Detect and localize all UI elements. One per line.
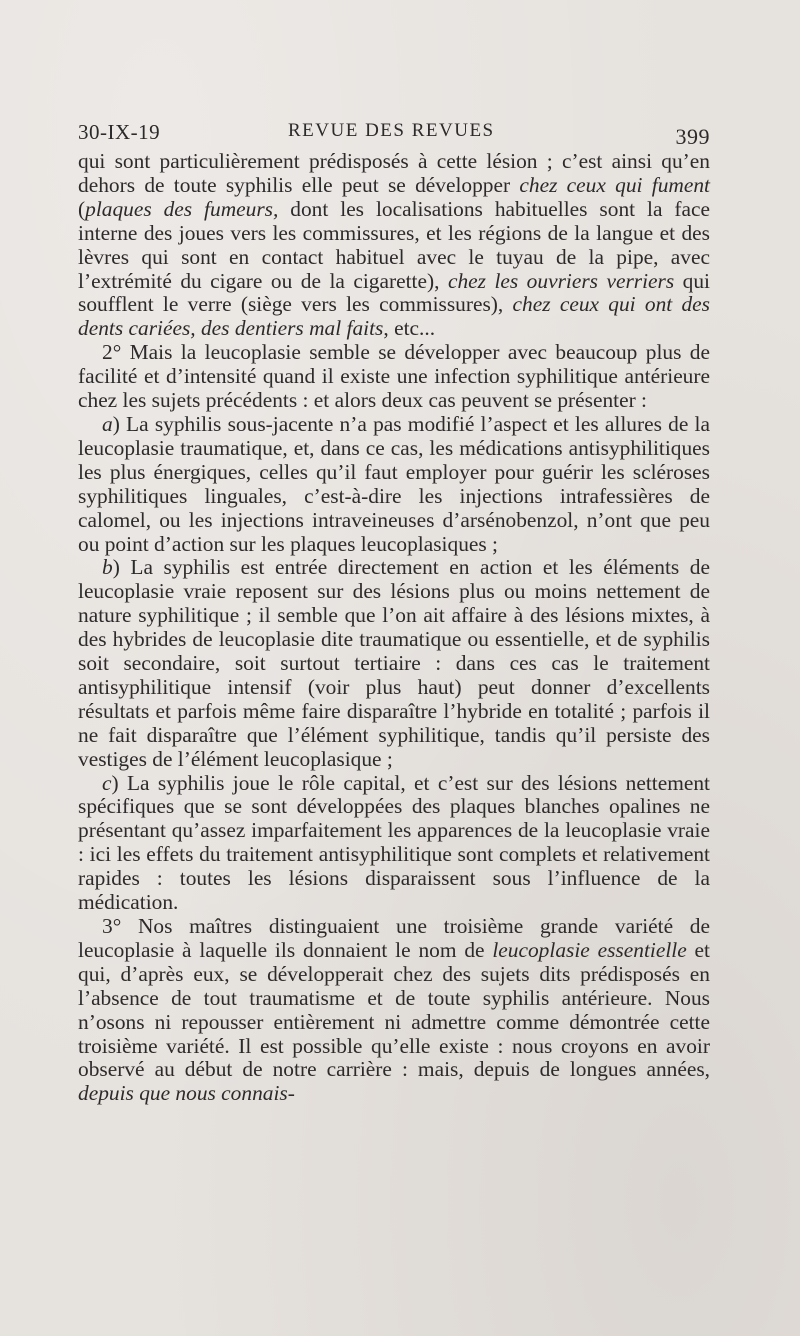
paragraph-p-3 bbox=[78, 915, 710, 1106]
text-run: ) La syphilis sous-jacente n’a pas modifié l’aspect et les allures de la leucoplasie traumatique, et, dans ce cas, les médications antisyphilitiques les plus énergiques, celles qu’il faut employer pour guérir les scléroses syphilitiques linguales, c’est-à-dire les injections intrafessières de calomel, ou les injections intraveineuses d’arsénobenzol, n’ont que peu ou point d’action sur les plaques leucoplasiques ; bbox=[78, 411, 710, 556]
paragraph-p-2 bbox=[78, 341, 710, 413]
text-run: qui soufflent le verre (siège vers les commissures), bbox=[78, 268, 711, 317]
journal-title: REVUE DES REVUES bbox=[288, 120, 495, 141]
text-run: , etc... bbox=[383, 316, 436, 341]
paragraph-p-continuation bbox=[78, 150, 710, 341]
text-run: ) La syphilis est entrée directement en action et les éléments de leucoplasie vraie reposent sur des lésions plus ou moins nettement de nature syphilitique ; il semble que l’on ait affaire à des lésions mixtes, à des hybrides de leucoplasie dite traumatique ou essentielle, et de syphilis soit secondaire, soit surtout tertiaire : dans ces cas le traitement antisyphilitique intensif (voir plus haut) peut donner d’excellents résultats et parfois même faire disparaître l’hybride en totalité ; parfois il ne fait disparaître que l’élément syphilitique, tandis qu’il persiste des vestiges de l’élément leucoplasique ; bbox=[78, 555, 710, 771]
italic-run: c bbox=[102, 770, 112, 795]
text-run: ) La syphilis joue le rôle capital, et c’est sur des lésions nettement spécifiques que se sont développées des plaques blanches opalines ne présentant qu’assez imparfaitement les apparences de la leucoplasie vraie : ici les effets du traitement antisyphilitique sont complets et relativement rapides : toutes les lésions disparaissent sous l’influence de la médication. bbox=[78, 770, 710, 915]
italic-run: leucoplasie essentielle bbox=[492, 937, 687, 962]
text-run: qui sont particulièrement prédisposés à cette lésion ; c’est ainsi qu’en dehors de toute syphilis elle peut se développer bbox=[78, 149, 710, 197]
italic-run: b bbox=[102, 555, 113, 580]
body-text bbox=[78, 150, 710, 1106]
italic-run: a bbox=[102, 411, 113, 436]
italic-run: chez ceux qui fument bbox=[519, 172, 710, 197]
italic-run: chez ceux qui ont des dents cariées, des dentiers mal faits bbox=[78, 292, 710, 341]
paragraph-p-b bbox=[78, 556, 710, 771]
paragraph-p-a bbox=[78, 413, 710, 556]
text-run: 3° Nos maîtres distinguaient une troisième grande variété de leucoplasie à laquelle ils donnaient le nom de bbox=[78, 914, 710, 962]
header-date: 30-IX-19 bbox=[78, 120, 161, 144]
text-run: dont les localisations habituelles sont la face interne des joues vers les commissures, et les régions de la langue et des lèvres qui sont en contact habituel avec le tuyau de la pipe, avec l’extrémité du cigare ou de la cigarette), bbox=[78, 196, 710, 293]
italic-run: depuis que nous connais- bbox=[78, 1081, 295, 1106]
italic-run: chez les ouvriers verriers bbox=[447, 268, 675, 293]
text-run: ( bbox=[78, 196, 86, 221]
paragraph-p-c bbox=[78, 772, 710, 915]
running-header bbox=[78, 114, 710, 150]
italic-run: plaques des fumeurs, bbox=[85, 196, 279, 221]
text-run: 2° Mais la leucoplasie semble se développer avec beaucoup plus de facilité et d’intensité quand il existe une infection syphilitique antérieure chez les sujets précédents : et alors deux cas peuvent se présenter : bbox=[78, 340, 710, 413]
text-run: et qui, d’après eux, se développerait chez des sujets dits prédisposés en l’absence de tout traumatisme et de toute syphilis antérieure. Nous n’osons ni repousser entièrement ni admettre comme démontrée cette troisième variété. Il est possible qu’elle existe : nous croyons en avoir observé au début de notre carrière : mais, depuis de longues années, bbox=[78, 937, 710, 1082]
page-number: 399 bbox=[675, 124, 710, 149]
